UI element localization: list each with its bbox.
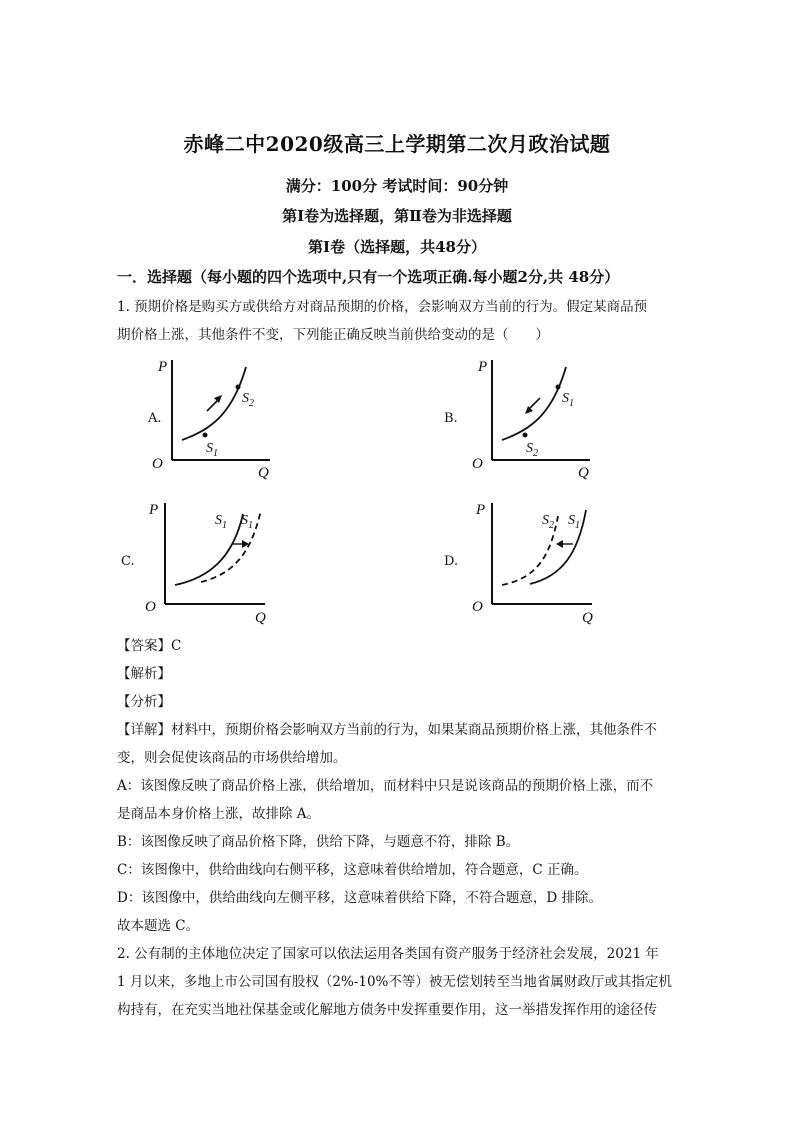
answer-line: 【答案】C: [117, 638, 182, 654]
axis-label-q: Q: [255, 610, 266, 626]
fenxi-line: 【分析】: [117, 694, 171, 710]
point-s1: [556, 385, 561, 390]
axis-label-o: O: [472, 456, 483, 472]
option-c-label: C.: [121, 554, 135, 569]
axis-label-o: O: [145, 599, 156, 615]
point-s1: [203, 433, 208, 438]
axis-label-p: P: [478, 359, 488, 375]
curve-label-left: $S_1$: [215, 513, 227, 531]
curve-label-upper: $S_2$: [242, 391, 254, 409]
axis-label-q: Q: [578, 465, 589, 481]
axis-label-p: P: [149, 502, 159, 518]
volume-1-heading: 第Ⅰ卷（选择题，共48分）: [308, 238, 486, 256]
point-s2: [236, 385, 241, 390]
curve-label-lower: $S_1$: [206, 441, 218, 459]
axis-label-p: P: [158, 359, 168, 375]
question-1-analysis: [117, 632, 677, 940]
stem-line: 1 月以来，多地上市公司国有股权（2%-10%不等）被无偿划转至当地省属财政厅或其指定机: [117, 974, 672, 990]
supply-curve-original: [175, 514, 243, 585]
option-a-graph: [150, 355, 280, 480]
detail-line: 是商品本身价格上涨，故排除 A。: [117, 806, 321, 822]
axis-label-o: O: [152, 456, 163, 472]
section-heading: 一．选择题（每小题的四个选项中,只有一个选项正确.每小题2分,共 48分）: [117, 268, 620, 286]
question-1-stem: [117, 293, 677, 349]
option-d-label: D.: [444, 554, 459, 569]
stem-line: 期价格上涨，其他条件不变，下列能正确反映当前供给变动的是（ ）: [117, 327, 549, 343]
curve-label-right: $S_1$: [568, 513, 580, 531]
detail-line: B：该图像反映了商品价格下降，供给下降，与题意不符，排除 B。: [117, 834, 520, 850]
detail-line: D：该图像中，供给曲线向左侧平移，这意味着供给下降，不符合题意，D 排除。: [117, 890, 602, 906]
curve-label-lower: $S_2$: [526, 441, 538, 459]
axis-label-p: P: [476, 502, 486, 518]
detail-line: 【详解】材料中，预期价格会影响双方当前的行为，如果某商品预期价格上涨，其他条件不: [117, 722, 657, 738]
stem-line: 2. 公有制的主体地位决定了国家可以依法运用各类国有资产服务于经济社会发展，2021 年: [117, 946, 659, 962]
option-a-label: A.: [148, 411, 162, 426]
detail-line: 故本题选 C。: [117, 918, 200, 934]
axis-label-q: Q: [258, 465, 269, 481]
option-c-graph: [143, 498, 283, 626]
curve-label-upper: $S_1$: [562, 391, 574, 409]
detail-line: C：该图像中，供给曲线向右侧平移，这意味着供给增加，符合题意，C 正确。: [117, 862, 588, 878]
jiexi-line: 【解析】: [117, 666, 171, 682]
detail-line: A：该图像反映了商品价格上涨，供给增加，而材料中只是说该商品的预期价格上涨，而不: [117, 778, 654, 794]
stem-line: 1. 预期价格是购买方或供给方对商品预期的价格，会影响双方当前的行为。假定某商品预: [117, 299, 648, 315]
volume-note: 第Ⅰ卷为选择题，第Ⅱ卷为非选择题: [282, 207, 512, 225]
axis-label-q: Q: [582, 610, 593, 626]
detail-line: 变，则会促使该商品的市场供给增加。: [117, 750, 347, 766]
stem-line: 构持有，在充实当地社保基金或化解地方债务中发挥重要作用，这一举措发挥作用的途径传: [117, 1002, 657, 1018]
exam-title: 赤峰二中2020级高三上学期第二次月政治试题: [183, 132, 611, 156]
question-2-stem: [117, 940, 677, 1024]
curve-label-left: $S_2$: [542, 513, 554, 531]
axis-label-o: O: [472, 599, 483, 615]
score-time-line: 满分：100分 考试时间：90分钟: [285, 177, 509, 195]
curve-label-right: $S_1$: [241, 513, 253, 531]
option-b-label: B.: [444, 411, 458, 426]
option-b-graph: [470, 355, 600, 480]
option-d-graph: [470, 498, 610, 626]
arrow-head: [556, 540, 563, 548]
point-s2: [523, 433, 528, 438]
